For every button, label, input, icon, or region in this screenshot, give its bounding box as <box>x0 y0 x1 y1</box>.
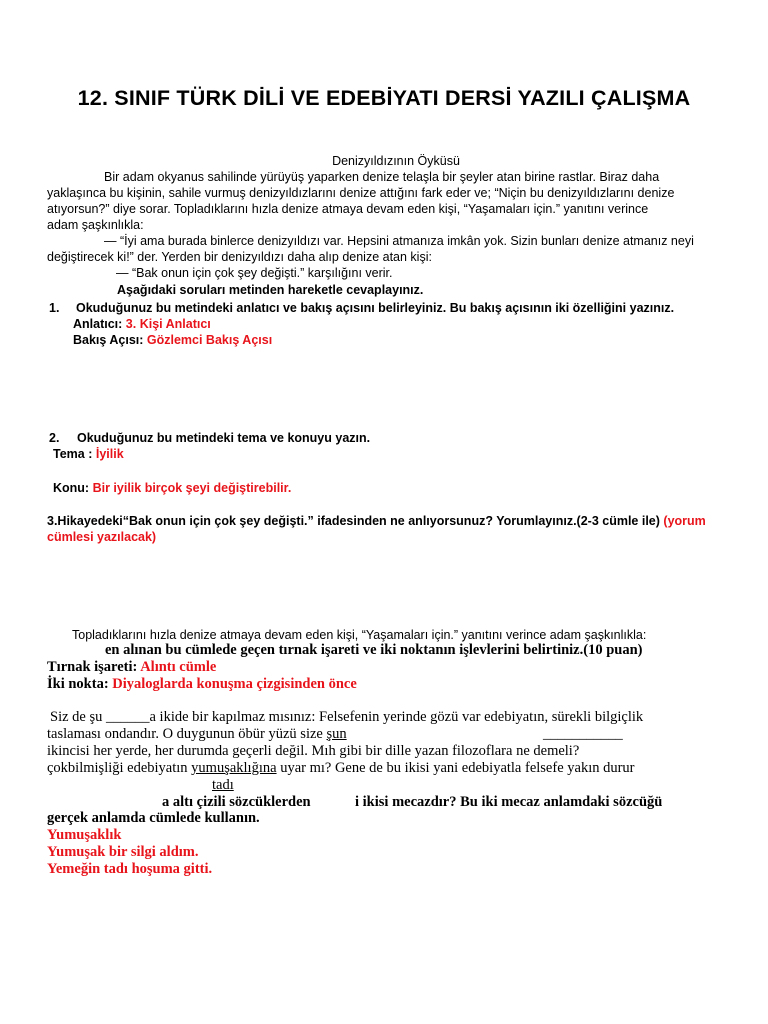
passage-text: taslaması ondandır. O duygunun öbür yüzü size <box>47 726 327 742</box>
narrator-label: Anlatıcı: <box>73 317 123 331</box>
question-3-note: (yorum <box>663 514 706 528</box>
story-line: adam şaşkınlıkla: <box>47 218 144 232</box>
colon-answer: Diyaloglarda konuşma çizgisinden önce <box>112 676 357 692</box>
story-line: atıyorsun?” diye sorar. Topladıklarını hızla denize atmaya devam eden kişi, “Yaşamaları için.” yanıtını verince <box>47 202 649 216</box>
answer-row <box>73 316 211 332</box>
topic-label: Konu: <box>53 481 90 495</box>
blank: ______ <box>105 709 150 725</box>
narrator-answer: 3. Kişi Anlatıcı <box>125 317 211 331</box>
page-title: 12. SINIF TÜRK DİLİ VE EDEBİYATI DERSİ YAZILI ÇALIŞMA <box>77 86 691 110</box>
story-heading: Denizyıldızının Öyküsü <box>332 154 460 168</box>
question-5-text: i ikisi mecazdır? Bu iki mecaz anlamdaki sözcüğü <box>355 794 663 810</box>
answer-line: Yumuşaklık <box>47 827 122 843</box>
story-line: — “Bak onun için çok şey değişti.” karşılığını verir. <box>116 266 393 280</box>
passage-line <box>47 726 347 743</box>
quote-mark-answer: Alıntı cümle <box>140 659 217 675</box>
passage-text: Siz de şu <box>50 709 106 725</box>
question-1-text: Okuduğunuz bu metindeki anlatıcı ve bakış açısını belirleyiniz. Bu bakış açısının iki özelliğini yazınız. <box>76 301 675 315</box>
colon-label: İki nokta: <box>47 676 109 692</box>
pov-label: Bakış Açısı: <box>73 333 144 347</box>
story-line: — “İyi ama burada binlerce denizyıldızı var. Hepsini atmanıza imkân yok. Sizin bunları denize atmanız neyi <box>104 234 694 248</box>
pov-answer: Gözlemci Bakış Açısı <box>146 333 273 347</box>
answer-row <box>53 446 124 462</box>
question-4-text: en alınan bu cümlede geçen tırnak işareti ve iki noktanın işlevlerini belirtiniz.(10 puan) <box>105 642 643 658</box>
answer-line: Yumuşak bir silgi aldım. <box>47 844 199 860</box>
question-3-row <box>47 513 706 529</box>
answer-row <box>53 480 291 496</box>
story-line: değiştirecek ki!” der. Yerden bir denizyıldızı daha alıp denize atan kişi: <box>47 250 432 264</box>
answer-row <box>73 332 272 348</box>
answer-row <box>47 676 357 693</box>
answer-row <box>47 659 216 676</box>
underlined-word: tadı <box>212 777 234 793</box>
passage-line <box>50 709 643 726</box>
story-line: yaklaşınca bu kişinin, sahile vurmuş denizyıldızlarını denize attığını fark eder ve; “Niçin bu denizyıldızlarını denize <box>47 186 675 200</box>
passage-line <box>47 760 635 777</box>
instruction: Aşağıdaki soruları metinden hareketle cevaplayınız. <box>117 283 424 297</box>
passage-text: a ikide bir kapılmaz mısınız: Felsefenin yerinde gözü var edebiyatın, sürekli bilgiçlik <box>149 709 644 725</box>
story-line: Bir adam okyanus sahilinde yürüyüş yaparken denize telaşla bir şeyler atan birine rastlar. Biraz daha <box>104 170 660 184</box>
theme-answer: İyilik <box>95 447 124 461</box>
passage-line: ikincisi her yerde, her durumda geçerli değil. Mıh gibi bir dille yazan filozoflara ne demeli? <box>47 743 580 759</box>
question-2-text: Okuduğunuz bu metindeki tema ve konuyu yazın. <box>77 431 371 445</box>
question-3-text: 3.Hikayedeki“Bak onun için çok şey değişti.” ifadesinden ne anlıyorsunuz? Yorumlayınız.(2-3 cümle ile) <box>47 514 660 528</box>
passage-text: uyar mı? Gene de bu ikisi yani edebiyatla felsefe yakın durur <box>276 760 635 776</box>
quote-mark-label: Tırnak işareti: <box>47 659 138 675</box>
theme-label: Tema : <box>53 447 93 461</box>
question-5-text: a altı çizili sözcüklerden <box>162 794 311 810</box>
blank: ___________ <box>543 726 623 742</box>
passage-text: çokbilmişliği edebiyatın <box>47 760 192 776</box>
underlined-word: yumuşaklığına <box>191 760 277 776</box>
quoted-sentence: Topladıklarını hızla denize atmaya devam eden kişi, “Yaşamaları için.” yanıtını verince adam şaşkınlıkla: <box>72 628 647 642</box>
question-number: 1. <box>49 301 60 315</box>
question-number: 2. <box>49 431 60 445</box>
question-5-text: gerçek anlamda cümlede kullanın. <box>47 810 260 826</box>
underlined-word: şun <box>326 726 347 742</box>
answer-line: Yemeğin tadı hoşuma gitti. <box>47 861 213 877</box>
topic-answer: Bir iyilik birçok şeyi değiştirebilir. <box>92 481 292 495</box>
question-3-note: cümlesi yazılacak) <box>47 530 157 544</box>
